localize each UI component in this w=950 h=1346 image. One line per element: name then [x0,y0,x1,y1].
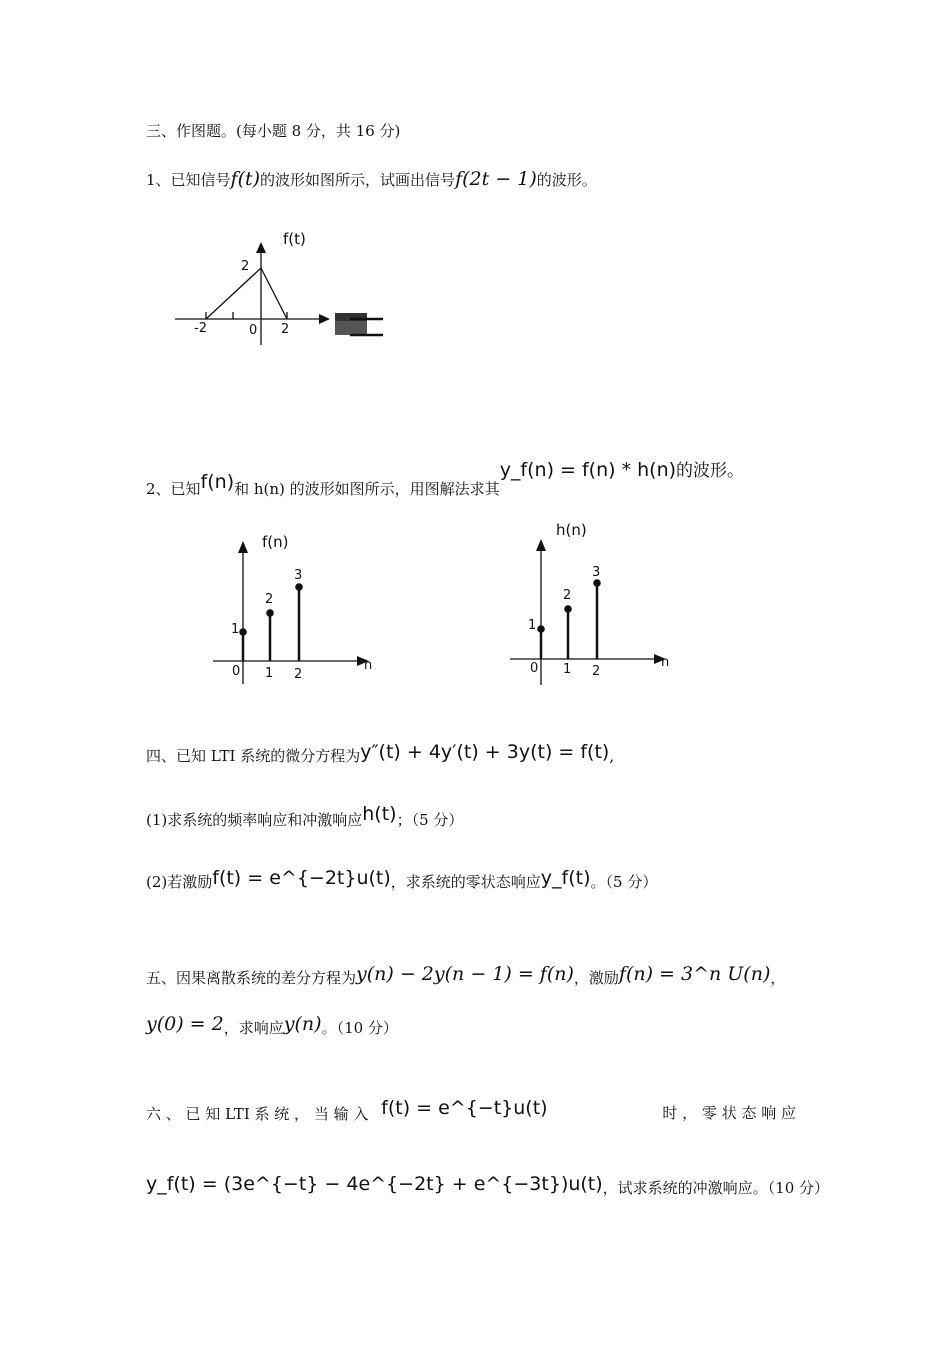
hn-tick-label-0: 0 [530,661,539,676]
section6-stem [146,1097,796,1124]
s5-text-mid: ，激励 [573,969,619,987]
fn-point-1 [266,609,274,617]
question-2 [146,459,745,499]
s4p2-text-pre: (2)若激励 [146,873,213,891]
s5-math-eq1: y(n) − 2y(n − 1) = f(n) [356,963,574,985]
s4p2-text-post: 。（5 分） [590,873,658,891]
ft-tick-label-0: 0 [249,323,258,338]
hn-tick-label-2: 2 [592,664,601,679]
s4p1-math: h(t) [362,803,397,825]
q1-math-f: f(t) [230,168,261,190]
x-axis-arrow-icon [319,314,330,324]
figure-hn [505,515,680,690]
q1-math-f2: f(2t − 1) [455,168,537,190]
section5-stem [146,963,786,988]
s5-text-line2-post: 。（10 分） [321,1019,398,1037]
fn-value-label-1: 1 [231,622,240,637]
s6-text-pre: 六 、 已 知 LTI 系 统 ， 当 输 入 [146,1105,369,1123]
section4-part2 [146,867,658,892]
fn-xlabel: n [364,658,373,673]
s4p1-text-post: ；（5 分） [396,811,464,829]
s4-text-pre: 四、已知 LTI 系统的微分方程为 [146,747,361,765]
s5-text-mid-post: ， [770,969,786,987]
figure-fn [205,528,380,688]
s4-math-eq: y″(t) + 4y′(t) + 3y(t) = f(t) [360,741,610,763]
y-axis-arrow-icon [238,541,248,553]
s6-text-post: 时 ， 零 状 态 响 应 [662,1104,796,1122]
fn-value-label-3: 3 [294,568,303,583]
section6-line2 [146,1173,830,1198]
q1-text-post: 的波形。 [536,171,597,189]
s5-text-line2-mid: ，求响应 [223,1019,284,1037]
figure-ft [165,222,405,352]
ft-tick-label-2: 2 [281,322,290,337]
section4-stem [146,741,615,766]
hn-point-2 [593,579,601,587]
q2-text-pre: 2、已知 [146,480,201,498]
ft-peak-label: 2 [241,259,250,274]
s4p2-math-eq2: y_f(t) [540,867,591,889]
fn-tick-label-0: 0 [232,664,241,679]
q2-math-eq: y_f(n) = f(n) * h(n) [499,459,677,481]
s4-text-post: , [609,747,615,765]
q1-text-mid: 的波形如图所示，试画出信号 [260,171,456,189]
q2-text-post: 的波形。 [676,461,745,481]
hn-point-1 [564,605,572,613]
s5-math-eq4: y(n) [283,1013,322,1035]
hn-tick-label-1: 1 [563,662,572,677]
ft-ylabel: f(t) [283,230,306,248]
fn-ylabel: f(n) [262,533,289,551]
ft-tick-label-neg2: -2 [194,321,207,336]
section4-part1 [146,803,464,830]
s6-text-line2-post: ，试求系统的冲激响应。（10 分） [602,1179,830,1197]
hn-value-label-1: 1 [528,618,537,633]
question-1 [146,168,597,190]
hn-value-label-2: 2 [563,588,572,603]
s4p1-text-pre: (1)求系统的频率响应和冲激响应 [146,811,363,829]
q2-math-f: f(n) [200,471,235,493]
y-axis-arrow-icon [256,242,266,253]
ft-waveform [206,268,287,319]
s5-text-pre: 五、因果离散系统的差分方程为 [146,969,357,987]
s6-math-eq2: y_f(t) = (3e^{−t} − 4e^{−2t} + e^{−3t})u(t) [146,1173,603,1195]
q1-text-pre: 1、已知信号 [146,171,231,189]
q2-text-mid: 和 h(n) 的波形如图所示，用图解法求其 [234,480,500,498]
fn-tick-label-1: 1 [265,666,274,681]
s4p2-text-mid: ，求系统的零状态响应 [390,873,541,891]
s5-math-eq3: y(0) = 2 [146,1013,224,1035]
y-axis-arrow-icon [536,539,546,551]
section3-heading: 三、作图题。(每小题 8 分，共 16 分) [146,122,401,140]
hn-point-0 [537,625,545,633]
hn-ylabel: h(n) [556,521,587,539]
s4p2-math-eq: f(t) = e^{−2t}u(t) [212,867,391,889]
hn-value-label-3: 3 [592,565,601,580]
hn-xlabel: n [661,655,670,670]
section5-line2 [146,1013,398,1038]
s6-math-eq1: f(t) = e^{−t}u(t) [381,1097,548,1119]
fn-point-2 [295,583,303,591]
fn-point-0 [239,628,247,636]
fn-tick-label-2: 2 [294,667,303,682]
fn-value-label-2: 2 [265,592,274,607]
s5-math-eq2: f(n) = 3^n U(n) [618,963,771,985]
